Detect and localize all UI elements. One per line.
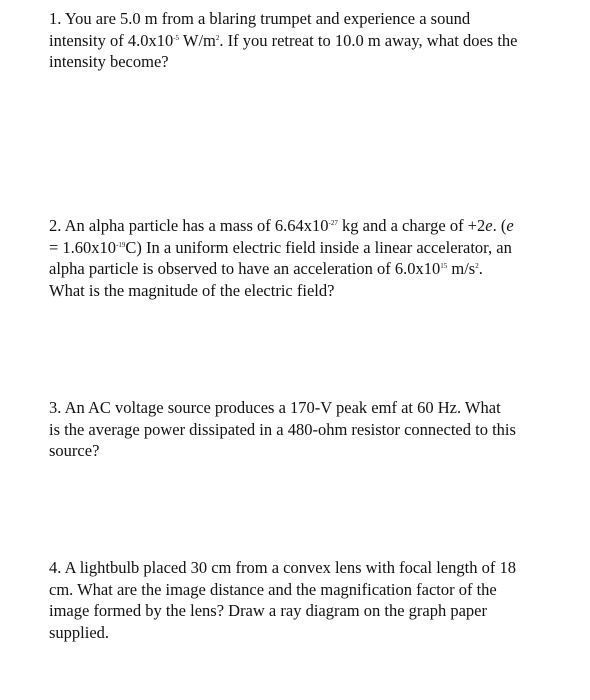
question-2-line-2: = $1.60x10^{-19}C$) In a uniform electric field inside a linear accelerator, an <box>49 237 512 257</box>
question-1-line-3: intensity become? <box>49 52 169 71</box>
question-3-line-3: source? <box>49 441 100 460</box>
exponent: -5 <box>173 33 180 42</box>
question-2 <box>49 215 554 301</box>
elementary-charge-symbol: e <box>485 216 493 235</box>
exponent: -19 <box>116 240 126 249</box>
question-2-line-1: 2. An alpha particle has a mass of $6.64x10^{-27}$ kg and a charge of +2e. (e <box>49 216 514 235</box>
question-3 <box>49 397 554 462</box>
question-3-line-1: 3. An AC voltage source produces a 170-V peak emf at 60 Hz. What <box>49 398 501 417</box>
question-2-line-4: What is the magnitude of the electric field? <box>49 280 335 300</box>
question-4-line-2: cm. What are the image distance and the magnification factor of the <box>49 579 497 599</box>
question-4-line-1: 4. A lightbulb placed 30 cm from a convex lens with focal length of 18 <box>49 558 516 577</box>
question-3-line-2: is the average power dissipated in a 480-ohm resistor connected to this <box>49 419 516 439</box>
exponent: 15 <box>440 262 448 270</box>
exponent: -27 <box>328 219 338 227</box>
exponent: 2 <box>475 262 479 270</box>
elementary-charge-symbol: e <box>506 216 514 235</box>
question-4-line-4: supplied. <box>49 622 110 642</box>
question-4 <box>49 557 554 643</box>
question-2-line-3: alpha particle is observed to have an acceleration of $6.0x10^{15}$ $m/s^2$. <box>49 259 483 278</box>
question-1-line-2: intensity of $4.0x10^{-5}$ $W/m^2$. If you retreat to 10.0 m away, what does the <box>49 30 518 50</box>
question-4-line-3: image formed by the lens? Draw a ray diagram on the graph paper <box>49 601 487 620</box>
question-1-line-1: 1. You are 5.0 m from a blaring trumpet and experience a sound <box>49 9 471 28</box>
exponent: 2 <box>215 33 220 42</box>
question-1 <box>49 8 554 73</box>
